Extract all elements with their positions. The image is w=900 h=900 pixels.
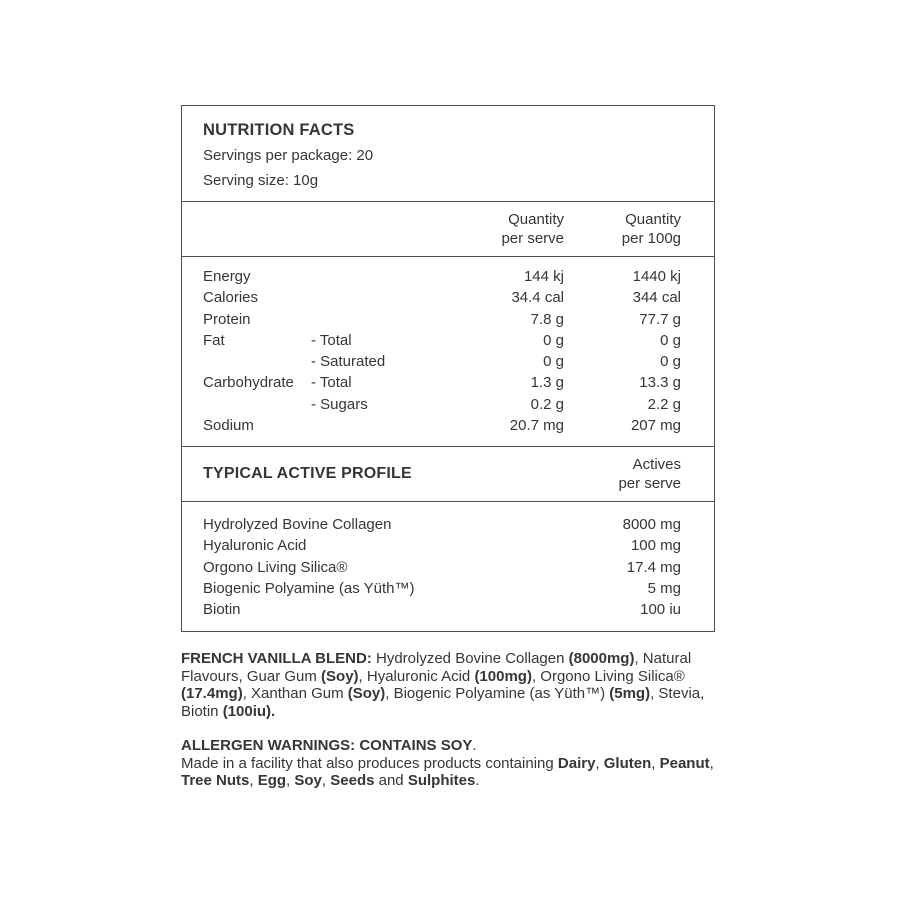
nutrient-name: Sodium	[203, 417, 254, 435]
panel-title: NUTRITION FACTS	[203, 121, 355, 139]
nutrient-per-serve: 144 kj	[523, 268, 564, 285]
active-value: 100 mg	[630, 537, 681, 555]
nutrient-sub: - Total	[311, 374, 352, 392]
nutrient-row	[203, 330, 681, 351]
quantity-per-100g-header: Quantity per 100g	[621, 211, 681, 247]
blend-paragraph: FRENCH VANILLA BLEND: Hydrolyzed Bovine Collagen (8000mg), Natural Flavours, Guar Gum (Soy), Hyaluronic Acid (100mg), Orgono Living Silica® (17.4mg), Xanthan Gum (Soy), Biogenic Polyamine (as Yüth™) (5mg), Stevia, Biotin (100iu).	[181, 650, 705, 720]
quantity-headers-row	[182, 201, 714, 256]
nutrients-section	[182, 256, 714, 446]
active-profile-title: TYPICAL ACTIVE PROFILE	[203, 465, 412, 482]
active-name: Orgono Living Silica®	[203, 558, 348, 576]
active-row	[203, 599, 681, 620]
actives-section	[182, 501, 714, 631]
allergen-paragraph	[181, 737, 721, 790]
nutrient-per-100g: 77.7 g	[639, 310, 681, 328]
nutrient-name: Fat	[203, 331, 225, 349]
active-name: Biotin	[203, 601, 241, 619]
nutrient-per-serve: 34.4 cal	[511, 289, 564, 307]
allergen-heading: ALLERGEN WARNINGS: CONTAINS SOY.	[181, 737, 477, 754]
active-value: 17.4 mg	[626, 558, 681, 576]
serving-size: Serving size: 10g	[203, 172, 319, 189]
active-name: Hyaluronic Acid	[203, 537, 307, 555]
actives-per-serve-header: Actives per serve	[618, 456, 681, 492]
allergen-body: Made in a facility that also produces products containing Dairy, Gluten, Peanut, Tree Nuts, Egg, Soy, Seeds and Sulphites.	[181, 754, 714, 790]
nutrient-row	[203, 372, 681, 393]
nutrient-row	[203, 287, 681, 308]
active-value: 5 mg	[647, 579, 681, 597]
active-value: 8000 mg	[622, 516, 681, 533]
nutrient-sub: - Saturated	[311, 353, 386, 371]
nutrient-name	[203, 394, 311, 415]
nutrient-sub	[311, 415, 469, 436]
nutrient-row	[203, 309, 681, 330]
nutrient-per-serve: 0.2 g	[530, 395, 564, 413]
nutrient-row	[203, 351, 681, 372]
spacer	[203, 210, 311, 256]
nutrient-sub: - Total	[311, 331, 352, 349]
nutrient-sub	[311, 309, 469, 330]
active-name: Hydrolyzed Bovine Collagen	[203, 516, 392, 533]
nutrient-name: Calories	[203, 289, 259, 307]
nutrient-per-100g: 0 g	[660, 331, 681, 349]
nutrient-name: Energy	[203, 268, 251, 285]
nutrition-facts-panel	[181, 105, 715, 632]
nutrient-per-100g: 2.2 g	[647, 395, 681, 413]
nutrient-per-100g: 207 mg	[630, 417, 681, 435]
nutrient-row	[203, 415, 681, 436]
nutrient-name: Protein	[203, 310, 251, 328]
nutrient-per-100g: 13.3 g	[639, 374, 681, 392]
nutrient-row	[203, 394, 681, 415]
nutrient-row	[203, 266, 681, 287]
nutrient-per-100g: 1440 kj	[632, 268, 681, 285]
active-row	[203, 557, 681, 578]
nutrient-per-serve: 20.7 mg	[509, 417, 564, 435]
spacer	[311, 210, 469, 256]
nutrient-per-serve: 7.8 g	[530, 310, 564, 328]
panel-header-section	[182, 106, 714, 201]
active-value: 100 iu	[640, 601, 681, 619]
active-row	[203, 578, 681, 599]
active-row	[203, 535, 681, 556]
nutrient-per-100g: 344 cal	[632, 289, 681, 307]
quantity-per-serve-header: Quantity per serve	[501, 211, 564, 247]
nutrient-per-serve: 0 g	[543, 353, 564, 371]
nutrient-per-100g: 0 g	[660, 353, 681, 371]
nutrient-sub: - Sugars	[311, 395, 368, 413]
active-name: Biogenic Polyamine (as Yüth™)	[203, 579, 415, 597]
nutrient-per-serve: 0 g	[543, 331, 564, 349]
nutrient-per-serve: 1.3 g	[530, 374, 564, 392]
nutrient-sub	[311, 287, 469, 308]
nutrient-name: Carbohydrate	[203, 374, 294, 392]
nutrient-sub	[311, 266, 469, 287]
active-profile-header-row	[182, 446, 714, 501]
servings-per-package: Servings per package: 20	[203, 147, 374, 164]
nutrient-name	[203, 351, 311, 372]
active-row	[203, 514, 681, 535]
